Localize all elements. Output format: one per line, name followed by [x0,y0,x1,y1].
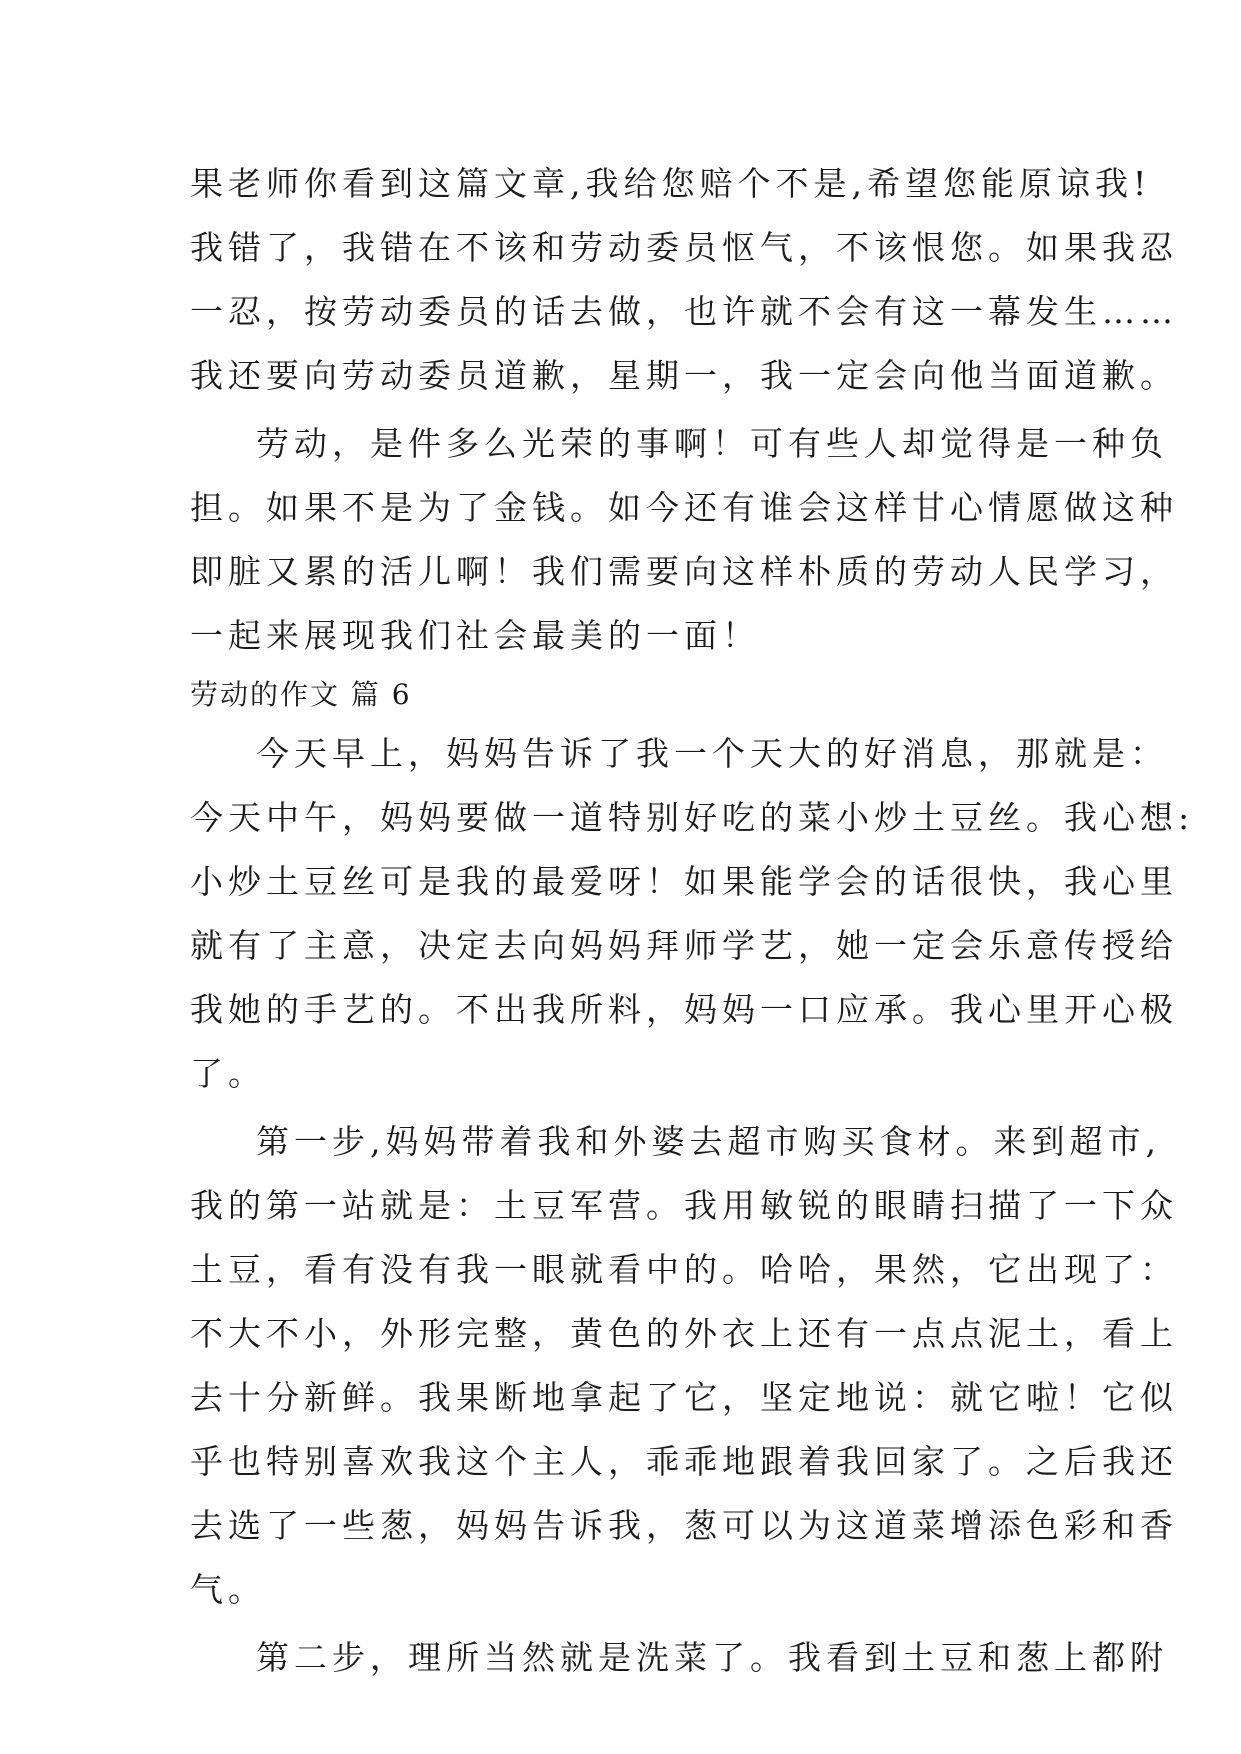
text-line: 一忍，按劳动委员的话去做，也许就不会有这一幕发生…… [190,292,1178,331]
text-line: 乎也特别喜欢我这个主人，乖乖地跟着我回家了。之后我还 [190,1442,1178,1481]
text-line: 今天早上，妈妈告诉了我一个天大的好消息，那就是： [256,734,1168,773]
text-line: 我错了，我错在不该和劳动委员怄气，不该恨您。如果我忍 [190,228,1178,267]
text-line: 就有了主意，决定去向妈妈拜师学艺，她一定会乐意传授给 [190,926,1178,965]
text-line: 今天中午，妈妈要做一道特别好吃的菜小炒土豆丝。我心想: [190,798,1195,837]
text-line: 去选了一些葱，妈妈告诉我，葱可以为这道菜增添色彩和香 [190,1506,1178,1545]
text-line: 土豆，看有没有我一眼就看中的。哈哈，果然，它出现了： [190,1250,1178,1289]
text-line: 小炒土豆丝可是我的最爱呀！如果能学会的话很快，我心里 [190,862,1178,901]
text-line: 第一步,妈妈带着我和外婆去超市购买食材。来到超市, [256,1122,1161,1161]
text-line: 我的第一站就是：土豆军营。我用敏锐的眼睛扫描了一下众 [190,1186,1178,1225]
text-line: 我还要向劳动委员道歉，星期一，我一定会向他当面道歉。 [190,356,1178,395]
text-line: 不大不小，外形完整，黄色的外衣上还有一点点泥土，看上 [190,1314,1178,1353]
text-line: 了。 [190,1054,266,1093]
section-heading: 劳动的作文 篇 6 [190,678,412,711]
text-line: 劳动，是件多么光荣的事啊！可有些人却觉得是一种负 [256,424,1168,463]
text-line: 果老师你看到这篇文章,我给您赔个不是,希望您能原谅我! [190,164,1152,203]
text-line: 一起来展现我们社会最美的一面！ [190,616,760,655]
text-line: 我她的手艺的。不出我所料，妈妈一口应承。我心里开心极 [190,990,1178,1029]
text-line: 第二步，理所当然就是洗菜了。我看到土豆和葱上都附 [256,1638,1168,1677]
text-line: 担。如果不是为了金钱。如今还有谁会这样甘心情愿做这种 [190,488,1178,527]
text-line: 即脏又累的活儿啊！我们需要向这样朴质的劳动人民学习， [190,552,1178,591]
text-line: 气。 [190,1570,266,1609]
text-line: 去十分新鲜。我果断地拿起了它，坚定地说：就它啦！它似 [190,1378,1178,1417]
document-page [190,152,1195,1690]
